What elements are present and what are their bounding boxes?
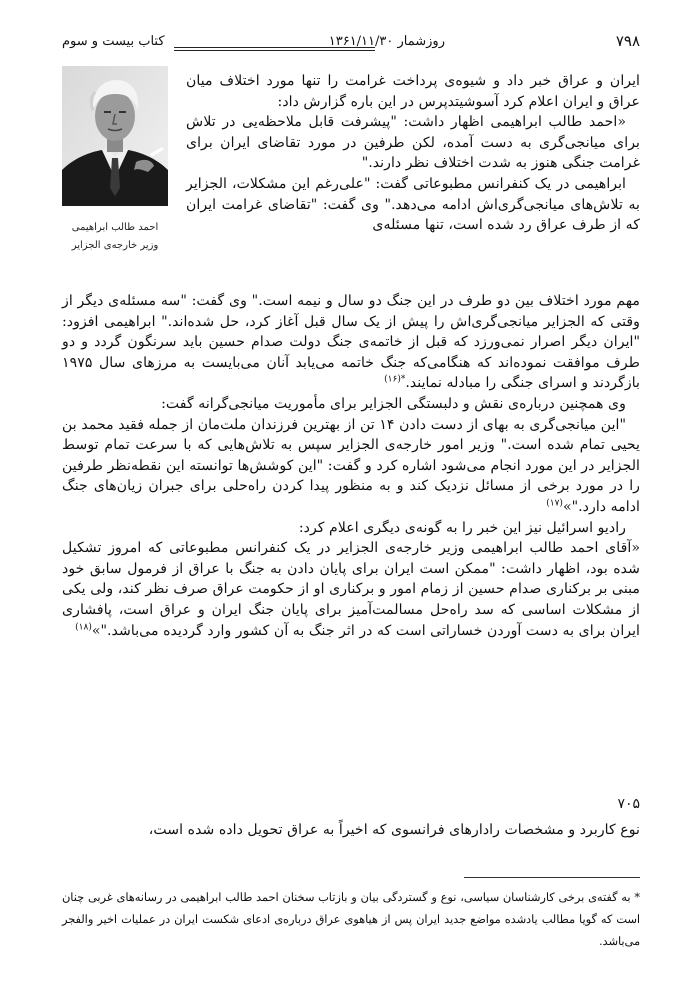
header-date: روزشمار ۱۳۶۱/۱۱/۳۰: [328, 34, 445, 49]
header-rule-top: [174, 47, 375, 48]
paragraph-with-ref: [62, 291, 640, 394]
paragraph-with-ref: [62, 538, 640, 641]
portrait-illustration: [62, 66, 168, 206]
page-number: ۷۹۸: [615, 32, 640, 50]
entry-number: ۷۰۵: [617, 796, 640, 812]
paragraph: ایران و عراق خبر داد و شیوه‌ی پرداخت غرامت را تنها مورد اختلاف میان عراق و ایران اعلام کرد آسوشیتدپرس در این باره گزارش داد:: [186, 73, 640, 110]
paragraph-with-ref: [62, 415, 640, 518]
entry-first-line: نوع کاربرد و مشخصات رادارهای فرانسوی که اخیراً به عراق تحویل داده شده است،: [148, 822, 640, 838]
paragraph: ابراهیمی در یک کنفرانس مطبوعاتی گفت: "علی‌رغم این مشکلات، الجزایر به تلاش‌های میانجی‌گری‌اش ادامه می‌دهد." وی گفت: "تقاضای غرامت ایران که از طرف عراق رد شده است، تنها مسئله‌ی: [186, 175, 640, 234]
photo-caption-title: وزیر خارجه‌ی الجزایر: [71, 240, 159, 251]
header-rule-bottom: [174, 50, 375, 51]
text-block-beside-photo: [186, 71, 640, 236]
reference-16: (۱۶): [384, 374, 401, 385]
book-title: کتاب بیست و سوم: [62, 34, 165, 49]
reference-17: (۱۷): [546, 498, 563, 509]
paragraph-text: مهم مورد اختلاف بین دو طرف در این جنگ دو سال و نیمه است." وی گفت: "سه مسئله‌ی دیگر از وقتی که الجزایر میانجی‌گری‌اش را پیش از یک سال قبل آغاز کرد، حل شده‌اند." ابراهیمی افزود: "ایران دیگر اصرار نمی‌ورزد که قبل از خاتمه‌ی جنگ دولت صدام حسین باید سرنگون گردد و دو طرف موافقت نموده‌اند که هنگامی‌که جنگ خاتمه می‌یابد آنان می‌بایست به مرزهای سال ۱۹۷۵ بازگردند و اسرای جنگی را مبادله نمایند.: [62, 293, 640, 392]
paragraph: رادیو اسرائیل نیز این خبر را به گونه‌ی دیگری اعلام کرد:: [298, 519, 626, 536]
paragraph: «احمد طالب ابراهیمی اظهار داشت: "پیشرفت قابل ملاحظه‌یی در تلاش برای میانجی‌گری به دست آمده، لکن طرفین در مورد تقاضای ایران برای غرامت جنگی هنوز به شدت اختلاف نظر دارند.": [186, 114, 640, 172]
paragraph-text: «آقای احمد طالب ابراهیمی وزیر خارجه‌ی الجزایر در یک کنفرانس مطبوعاتی که امروز تشکیل شده بود، اظهار داشت: "ممکن است ایران برای پایان دادن به جنگ با عراق از فرمول سابق خود مبنی بر برکناری صدام حسین از زمام امور و برکناری او از حکومت عراق صرف نظر کند، ولی یکی از مشکلات اساسی که سد راه‌حل مسالمت‌آمیز برای پایان جنگ ایران و عراق است، پافشاری ایران برای به دست آوردن خساراتی است که در اثر جنگ به آن کشور وارد گردیده می‌باشد."»: [62, 540, 640, 639]
footnote: * به گفته‌ی برخی کارشناسان سیاسی، نوع و گستردگی بیان و بازتاب سخنان احمد طالب ابراهیمی در رسانه‌های غربی چنان است که گویا مطالب یادشده مواضع جدید ایران پس از هیاهوی عراق درباره‌ی ادعای شکست ایران در عملیات اخیر والفجر می‌باشد.: [62, 891, 640, 948]
reference-18: (۱۸): [75, 621, 92, 632]
photo-caption-name: احمد طالب ابراهیمی: [71, 222, 159, 233]
portrait-photo: [62, 66, 168, 206]
text-block-full-width: [62, 291, 640, 641]
page-header: [62, 30, 640, 54]
paragraph: وی همچنین درباره‌ی نقش و دلبستگی الجزایر برای مأموریت میانجی‌گرانه گفت:: [161, 395, 626, 412]
footnote-rule: [464, 877, 640, 878]
paragraph-text: "این میانجی‌گری به بهای از دست دادن ۱۴ تن از بهترین فرزندان ملت‌مان از جمله فقید محمد بن یحیی تمام شده است." وزیر امور خارجه‌ی الجزایر سپس به تلاش‌هایی که با سرعت تمام توسط الجزایر در این مورد انجام می‌شود اشاره کرد و گفت: "این کوشش‌ها توانسته این نقطه‌نظر طرفین را در مورد برخی از مسائل نزدیک کند و به منظور پیدا کردن راه‌حلی برای جبران زیان‌های جنگ ادامه دارد."»: [62, 416, 640, 515]
footnote-star: *: [400, 374, 406, 385]
